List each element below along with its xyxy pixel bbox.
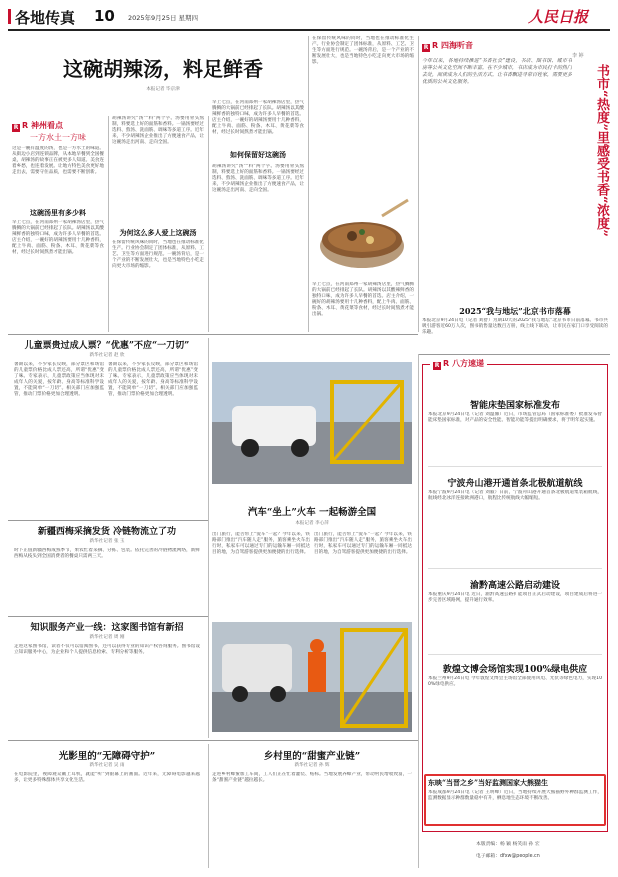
xinjiang-byline: 新华社记者 张 玉 [89, 539, 125, 544]
brief-title-2: 宁波舟山港开通首条北极航道航线 [447, 479, 583, 489]
ip-title: 知识服务产业一线：这家图书馆有新招 [30, 623, 184, 633]
brief-body-4: 本报兰州9月24日电 今年敦煌文博会主场馆全部使用风电、光伏等绿色电力，实现100%绿电供应。 [428, 676, 602, 687]
r-badge-icon: R [423, 44, 429, 51]
brief-body-5: 本报成都9月24日电（记者 王明峰）近日，当地持续开展大熊猫野外种群监测工作，监测数据显示种群数量稳中有升，栖息地生态环境不断改善。 [428, 790, 602, 801]
guard-byline: 新华社记者 吴 雨 [89, 763, 125, 768]
guard-body: 在电影院里，视障观众戴上耳机，就能“听”到银幕上的画面。近年来，无障碍电影越来越多，让更多特殊群体共享文化生活。 [14, 772, 200, 783]
ip-byline: 新华社记者 周 刚 [89, 635, 125, 640]
brief-title-5: 东映“当晋之乡”当好监测国家大熊猫生 [428, 778, 549, 787]
feature-body-f: 早上七点，在河南郑州一家胡辣汤店里，热气腾腾的大锅前已经排起了长队。胡辣汤以其酸辣鲜香的独特口味，成为许多人早餐的首选。店主介绍，一碗好的胡辣汤要用十几种香料，配上牛肉、面筋、粉条、木耳、黄花菜等食材，经过长时间熬煮才能出锅。 [312, 282, 414, 317]
brief-title-1: 智能床垫国家标准发布 [469, 401, 560, 411]
feature-byline: 本报记者 毕京津 [146, 87, 180, 92]
talk-label: R R 四海听音 [423, 41, 473, 51]
soup-bowl-image [312, 196, 412, 274]
feature-subhead-b: 为何这么多人爱上这碗汤 [119, 228, 197, 237]
children-body: 暑期以来，不少家长反映，部分景区和场馆的儿童票价格比成人票还高，所谓“优惠”变了味。专家表示，儿童票政策应当体现对未成年人的关爱，按年龄、身高等标准科学设置，不能简单“一刀切”。相关部门应加强监管，推动门票价格更加合理透明。 [14, 362, 104, 397]
feature-body-e: 在保留传统风味的同时，当地也在推动标准化生产。行业协会制定了团体标准，从原料、工艺、卫生等方面进行规范。一碗汤背后，是一个产业的不断发展壮大，也是当地特色小吃走向更大市场的缩影。 [312, 36, 414, 65]
vertical-headline: 书市“热度”里感受书香“浓度” [594, 64, 609, 237]
children-body-2: 暑期以来，不少家长反映，部分景区和场馆的儿童票价格比成人票还高，所谓“优惠”变了味。专家表示，儿童票政策应当体现对未成年人的关爱，按年龄、身高等标准科学设置，不能简单“一刀切”。相关部门应加强监管，推动门票价格更加合理透明。 [108, 362, 198, 397]
car-body-2: 出门旅行，能否带上“爱车”一起？今年以来，铁路部门推出“汽车随人走”服务，旅客乘坐火车出行时，私家车可以通过专门的运输车厢一同抵达目的地，为自驾游客提供更加便捷的出行选择。 [314, 532, 412, 555]
village-body: 走进乡村蜂蜜加工车间，工人们正在忙着灌装、贴标。当地发展养蜂产业，带动村民增收致富，一条“甜蜜产业链”越拉越长。 [212, 772, 412, 783]
car-train-photo-top [212, 362, 412, 484]
column-label: R R 神州看点 [13, 121, 63, 131]
children-byline: 新华社记者 赵 欣 [89, 353, 125, 358]
car-byline: 本报记者 李心萍 [295, 521, 329, 526]
feature-body-a: 早上七点，在河南郑州一家胡辣汤店里，热气腾腾的大锅前已经排起了长队。胡辣汤以其酸辣鲜香的独特口味，成为许多人早餐的首选。店主介绍，一碗好的胡辣汤要用十几种香料，配上牛肉、面筋、粉条、木耳、黄花菜等食材，经过长时间熬煮才能出锅。 [12, 220, 104, 255]
car-train-photo-bottom [212, 622, 412, 732]
feature-title: 这碗胡辣汤，料足鲜香 [63, 57, 263, 81]
guard-title: 光影里的“无障碍守护” [58, 751, 156, 762]
village-byline: 新华社记者 孙 辉 [294, 763, 330, 768]
children-title: 儿童票贵过成人票？“优惠”不应“一刀切” [24, 341, 190, 351]
vertical-author: 李 婷 [572, 53, 584, 59]
section-bar-icon [8, 9, 11, 24]
footer-email: 电子邮箱：dfxw@people.cn [476, 854, 540, 859]
brief-body-3: 本报重庆9月24日电 近日，渝黔高速公路扩能项目正式启动建设，项目建成后将进一步完善区域路网，提升通行效率。 [428, 592, 602, 603]
brief-body-1: 本报北京9月24日电（记者 刘温馨）近日，市场监管总局（国家标准委）批准发布智能床垫国家标准，对产品的安全性能、智能功能等提出明确要求，将于明年起实施。 [428, 412, 602, 423]
newspaper-logo: 人民日报 [528, 8, 589, 26]
page-date: 2025年9月25日 星期四 [128, 14, 199, 22]
feature-subhead-c: 如何保留好这碗汤 [230, 150, 286, 159]
car-title: 汽车“坐上”火车 一起畅游全国 [247, 507, 377, 518]
beijing-title: 2025“我与地坛”北京书市落幕 [459, 306, 571, 316]
brief-title-3: 渝黔高速公路启动建设 [469, 581, 560, 591]
feature-subhead-a: 这碗汤里有多少料 [30, 208, 86, 217]
village-title: 乡村里的“甜蜜产业链” [263, 751, 361, 762]
car-body: 出门旅行，能否带上“爱车”一起？今年以来，铁路部门推出“汽车随人走”服务，旅客乘坐火车出行时，私家车可以通过专门的运输车厢一同抵达目的地，为自驾游客提供更加便捷的出行选择。 [212, 532, 310, 555]
brief-label: R R 八方速递 [430, 358, 487, 370]
brief-title-4: 敦煌文博会场馆实现100%绿电供应 [442, 665, 588, 675]
xinjiang-title: 新疆西梅采摘发货 冷链物流立了功 [37, 527, 177, 537]
xinjiang-body: 时下正值新疆西梅成熟季节，果农忙着采摘、分拣、包装。依托完善的冷链物流网络，新鲜西梅从枝头到全国消费者的餐桌只需两三天。 [14, 548, 200, 559]
r-badge-icon: R [434, 362, 440, 369]
beijing-body: 本报北京9月24日电（记者 刘舒）为期10天的2025“我与地坛”北京书市日前落幕。书市共吸引游客近60万人次，图书销售量达数百万册，线上线下联动，让市民在家门口享受阅读的乐趣。 [422, 318, 608, 335]
talk-body: 今年以来，各地持续推进“书香社会”建设，书店、图书馆、城市书房等公共文化空间不断丰富。在不少城市，书店成为市民打卡的热门去处，阅读成为人们的生活方式。让书香飘进寻常百姓家，需要更多优质的公共文化服务。 [422, 58, 572, 85]
feature-body-b: 胡辣汤讲究“汤”“料”两个字。汤要用骨头熬制，料要选上好的面筋和香料。一锅汤要经过选料、熬汤、洗面筋、调味等多道工序。近年来，不少胡辣汤企业推出了方便速食产品，让这碗汤走出河南、走向全国。 [112, 116, 204, 145]
ip-body: 走进这家图书馆，读者不仅可以借阅图书，还可以获得专业的知识产权咨询服务。图书馆设立知识服务中心，为企业和个人提供信息检索、专利分析等服务。 [14, 644, 200, 655]
page-number: 10 [94, 7, 115, 25]
masthead [8, 6, 610, 28]
masthead-rule [8, 29, 610, 31]
section-title: 各地传真 [15, 9, 76, 27]
feature-body-b2: 在保留传统风味的同时，当地也在推动标准化生产。行业协会制定了团体标准，从原料、工艺、卫生等方面进行规范。一碗汤背后，是一个产业的不断发展壮大，也是当地特色小吃走向更大市场的缩影。 [112, 240, 204, 269]
footer-editors: 本版责编：杨 颖 杨笑雨 孙 宏 [476, 842, 540, 847]
column-body: 这是一碗有温度的汤，也是一方水土的味道。从街边小店到连锁品牌，从本地早餐到全国餐桌，胡辣汤的故事正在被更多人知道。美食连着乡愁，也连着发展。让地方特色美食更好地走出去，需要守住品质，也需要不断创新。 [12, 146, 104, 175]
column-title: 一方水土一方味 [30, 133, 86, 142]
feature-body-d: 胡辣汤讲究“汤”“料”两个字。汤要用骨头熬制，料要选上好的面筋和香料。一锅汤要经过选料、熬汤、洗面筋、调味等多道工序。近年来，不少胡辣汤企业推出了方便速食产品，让这碗汤走出河南、走向全国。 [212, 164, 304, 193]
feature-body-c: 早上七点，在河南郑州一家胡辣汤店里，热气腾腾的大锅前已经排起了长队。胡辣汤以其酸辣鲜香的独特口味，成为许多人早餐的首选。店主介绍，一碗好的胡辣汤要用十几种香料，配上牛肉、面筋、粉条、木耳、黄花菜等食材，经过长时间熬煮才能出锅。 [212, 100, 304, 135]
r-badge-icon: R [13, 124, 19, 131]
brief-body-2: 本报宁波9月24日电（记者 刘毅）日前，宁波舟山港开通首条北极航道集装箱航线，航线经北冰洋连接欧洲港口，航程比传统航线大幅缩短。 [428, 490, 602, 501]
